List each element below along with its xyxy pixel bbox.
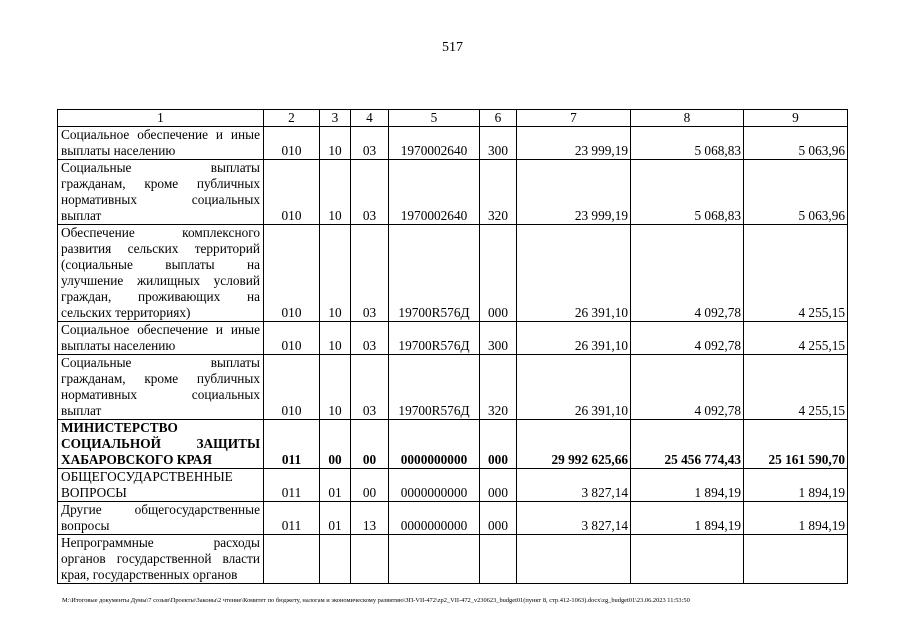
section-code: 10 xyxy=(320,127,351,160)
expense-type-code: 000 xyxy=(480,420,517,469)
budget-table xyxy=(57,109,848,584)
subsection-code: 13 xyxy=(351,502,389,535)
amount-col-9: 5 063,96 xyxy=(744,160,848,225)
section-code: 00 xyxy=(320,420,351,469)
section-code: 10 xyxy=(320,322,351,355)
ministry-code: 010 xyxy=(264,225,320,322)
target-article-code: 19700R576Д xyxy=(389,355,480,420)
amount-col-7: 26 391,10 xyxy=(517,225,631,322)
row-name-line: Обеспечение комплексного xyxy=(61,225,260,240)
table-row xyxy=(58,322,848,355)
ministry-code: 010 xyxy=(264,355,320,420)
subsection-code: 00 xyxy=(351,420,389,469)
row-name-cell xyxy=(58,469,264,502)
amount-col-8: 1 894,19 xyxy=(631,502,744,535)
row-name-line: сельских территориях) xyxy=(61,305,191,320)
subsection-code: 03 xyxy=(351,225,389,322)
amount-col-9: 1 894,19 xyxy=(744,502,848,535)
column-header: 4 xyxy=(351,110,389,127)
row-name-cell xyxy=(58,355,264,420)
amount-col-9: 4 255,15 xyxy=(744,355,848,420)
amount-col-7: 23 999,19 xyxy=(517,127,631,160)
amount-col-9: 4 255,15 xyxy=(744,225,848,322)
section-code: 01 xyxy=(320,469,351,502)
row-name-line: органов государственной власти xyxy=(61,551,260,566)
column-header: 8 xyxy=(631,110,744,127)
expense-type-code: 320 xyxy=(480,355,517,420)
row-name-line: ОБЩЕГОСУДАРСТВЕННЫЕ xyxy=(61,469,233,484)
amount-col-9: 25 161 590,70 xyxy=(744,420,848,469)
amount-col-7: 3 827,14 xyxy=(517,469,631,502)
row-name-line: выплаты населению xyxy=(61,143,176,158)
expense-type-code xyxy=(480,535,517,584)
amount-col-8: 5 068,83 xyxy=(631,160,744,225)
section-code: 10 xyxy=(320,160,351,225)
table-row xyxy=(58,420,848,469)
row-name-line: гражданам, кроме публичных xyxy=(61,371,260,386)
amount-col-9 xyxy=(744,535,848,584)
amount-col-7: 26 391,10 xyxy=(517,355,631,420)
amount-col-8: 1 894,19 xyxy=(631,469,744,502)
table-header-row xyxy=(58,110,848,127)
target-article-code xyxy=(389,535,480,584)
subsection-code: 03 xyxy=(351,127,389,160)
row-name-cell xyxy=(58,502,264,535)
row-name-line: улучшение жилищных условий xyxy=(61,273,260,288)
column-header: 3 xyxy=(320,110,351,127)
amount-col-8: 4 092,78 xyxy=(631,322,744,355)
column-header: 7 xyxy=(517,110,631,127)
row-name-cell xyxy=(58,322,264,355)
page-number: 517 xyxy=(442,40,463,55)
expense-type-code: 300 xyxy=(480,322,517,355)
expense-type-code: 300 xyxy=(480,127,517,160)
subsection-code: 00 xyxy=(351,469,389,502)
section-code xyxy=(320,535,351,584)
row-name-line: Другие общегосударственные xyxy=(61,502,260,517)
row-name-cell xyxy=(58,225,264,322)
subsection-code: 03 xyxy=(351,355,389,420)
amount-col-7: 26 391,10 xyxy=(517,322,631,355)
row-name-line: Социальные выплаты xyxy=(61,160,260,175)
row-name-line: Социальные выплаты xyxy=(61,355,260,370)
ministry-code: 011 xyxy=(264,420,320,469)
ministry-code: 010 xyxy=(264,127,320,160)
amount-col-7: 29 992 625,66 xyxy=(517,420,631,469)
table-row xyxy=(58,355,848,420)
column-header: 2 xyxy=(264,110,320,127)
amount-col-7: 3 827,14 xyxy=(517,502,631,535)
row-name-cell xyxy=(58,535,264,584)
table-row xyxy=(58,127,848,160)
amount-col-8: 5 068,83 xyxy=(631,127,744,160)
row-name-line: МИНИСТЕРСТВО xyxy=(61,420,178,435)
column-header: 9 xyxy=(744,110,848,127)
row-name-line: выплаты населению xyxy=(61,338,176,353)
amount-col-7 xyxy=(517,535,631,584)
target-article-code: 0000000000 xyxy=(389,469,480,502)
table-row xyxy=(58,225,848,322)
amount-col-8 xyxy=(631,535,744,584)
row-name-cell xyxy=(58,127,264,160)
amount-col-8: 4 092,78 xyxy=(631,355,744,420)
row-name-line: граждан, проживающих на xyxy=(61,289,260,304)
column-header: 6 xyxy=(480,110,517,127)
row-name-line: ХАБАРОВСКОГО КРАЯ xyxy=(61,452,212,467)
row-name-line: нормативных социальных xyxy=(61,387,260,402)
ministry-code: 011 xyxy=(264,469,320,502)
row-name-line: Социальное обеспечение и иные xyxy=(61,127,260,142)
ministry-code xyxy=(264,535,320,584)
column-header: 1 xyxy=(58,110,264,127)
amount-col-9: 4 255,15 xyxy=(744,322,848,355)
amount-col-9: 1 894,19 xyxy=(744,469,848,502)
row-name-line: развития сельских территорий xyxy=(61,241,260,256)
column-header: 5 xyxy=(389,110,480,127)
section-code: 10 xyxy=(320,355,351,420)
table-row xyxy=(58,469,848,502)
amount-col-8: 4 092,78 xyxy=(631,225,744,322)
target-article-code: 19700R576Д xyxy=(389,322,480,355)
document-path-footer: M:\Итоговые документы Думы\7 созыв\Проекты\Законы\2 чтение\Комитет по бюджету, налогам и экономическому развитию\ЗП-VII-472\zp2_VII-472_v230623_budget01(пункт 8, стр.412-1063).docx\zg_budget01\23.06.2023 11:53:50 xyxy=(62,597,690,604)
amount-col-9: 5 063,96 xyxy=(744,127,848,160)
expense-type-code: 000 xyxy=(480,225,517,322)
table-row xyxy=(58,502,848,535)
row-name-line: Социальное обеспечение и иные xyxy=(61,322,260,337)
row-name-cell xyxy=(58,420,264,469)
ministry-code: 010 xyxy=(264,322,320,355)
ministry-code: 010 xyxy=(264,160,320,225)
row-name-line: (социальные выплаты на xyxy=(61,257,260,272)
row-name-cell xyxy=(58,160,264,225)
target-article-code: 19700R576Д xyxy=(389,225,480,322)
amount-col-7: 23 999,19 xyxy=(517,160,631,225)
amount-col-8: 25 456 774,43 xyxy=(631,420,744,469)
expense-type-code: 320 xyxy=(480,160,517,225)
section-code: 10 xyxy=(320,225,351,322)
row-name-line: нормативных социальных xyxy=(61,192,260,207)
table-row xyxy=(58,535,848,584)
expense-type-code: 000 xyxy=(480,469,517,502)
row-name-line: СОЦИАЛЬНОЙ ЗАЩИТЫ xyxy=(61,436,260,451)
expense-type-code: 000 xyxy=(480,502,517,535)
row-name-line: выплат xyxy=(61,208,102,223)
target-article-code: 1970002640 xyxy=(389,160,480,225)
row-name-line: Непрограммные расходы xyxy=(61,535,260,550)
subsection-code: 03 xyxy=(351,322,389,355)
row-name-line: выплат xyxy=(61,403,102,418)
row-name-line: ВОПРОСЫ xyxy=(61,485,127,500)
target-article-code: 0000000000 xyxy=(389,502,480,535)
subsection-code: 03 xyxy=(351,160,389,225)
row-name-line: гражданам, кроме публичных xyxy=(61,176,260,191)
subsection-code xyxy=(351,535,389,584)
row-name-line: края, государственных органов xyxy=(61,567,238,582)
row-name-line: вопросы xyxy=(61,518,110,533)
target-article-code: 1970002640 xyxy=(389,127,480,160)
target-article-code: 0000000000 xyxy=(389,420,480,469)
section-code: 01 xyxy=(320,502,351,535)
ministry-code: 011 xyxy=(264,502,320,535)
table-row xyxy=(58,160,848,225)
